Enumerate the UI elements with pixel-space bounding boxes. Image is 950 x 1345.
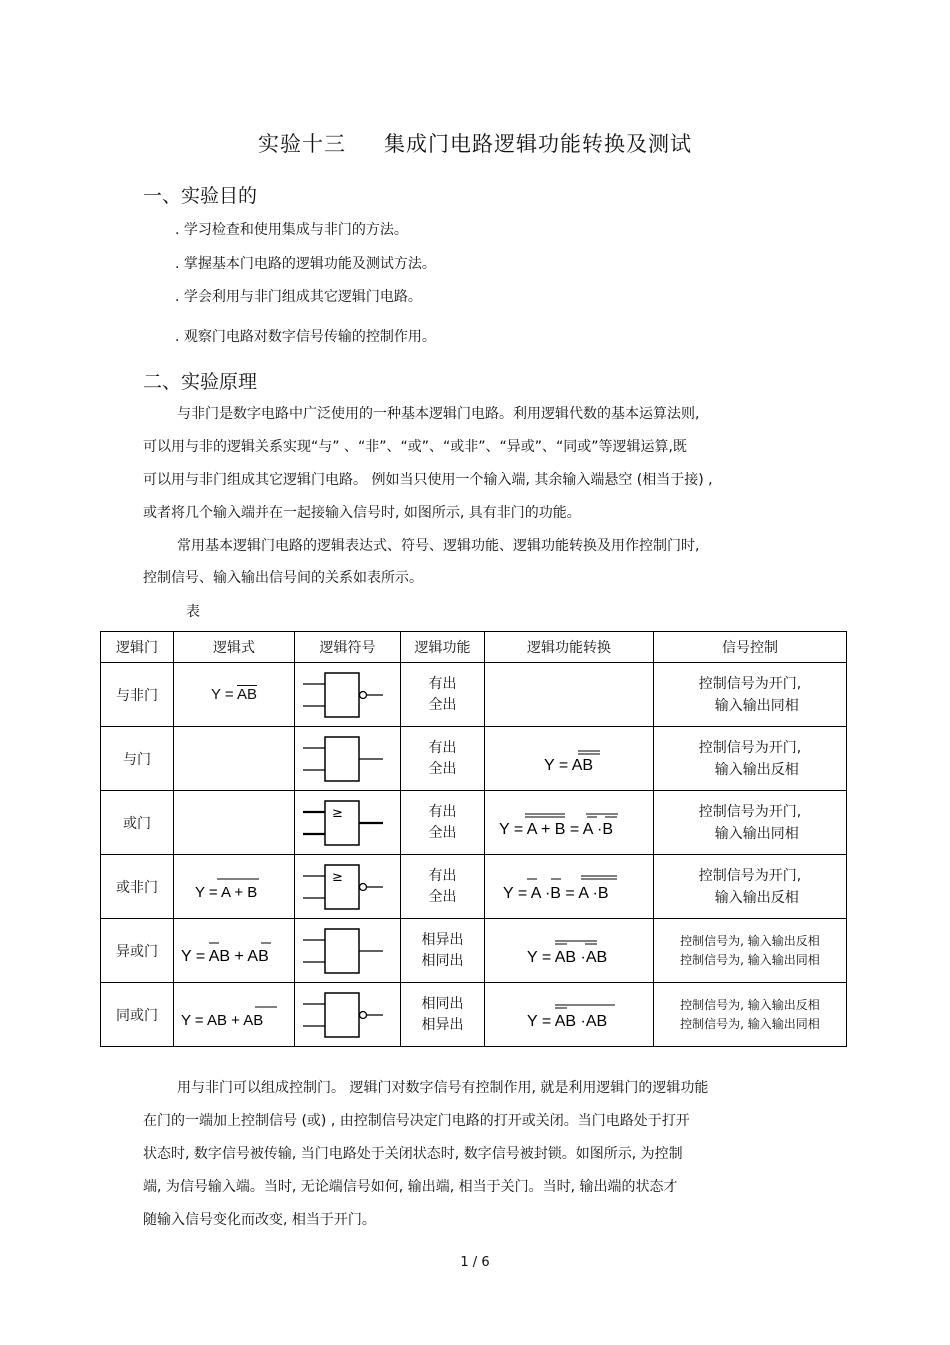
and-gate-icon bbox=[295, 727, 401, 791]
logic-expression: $Y = \overline{AB}$ bbox=[174, 663, 295, 727]
conversion-formula: Y = AB ·AB bbox=[527, 1012, 608, 1030]
table-row bbox=[101, 663, 847, 727]
logic-function: 有出 全出 bbox=[401, 855, 485, 919]
list-item: . 学会利用与非门组成其它逻辑门电路。 bbox=[175, 289, 422, 305]
paragraph-line: 常用基本逻辑门电路的逻辑表达式、符号、逻辑功能、逻辑功能转换及用作控制门时, bbox=[177, 538, 700, 554]
gate-name: 与门 bbox=[101, 727, 174, 791]
conversion-formula: Y = AB bbox=[544, 756, 594, 774]
logic-function: 有出 全出 bbox=[401, 791, 485, 855]
or-gate-icon bbox=[295, 791, 401, 855]
column-header: 逻辑符号 bbox=[295, 632, 401, 663]
logic-expression bbox=[174, 919, 295, 983]
logic-conversion bbox=[485, 983, 654, 1047]
signal-control: 控制信号为开门, 输入输出同相 bbox=[654, 791, 847, 855]
paragraph-line: 端, 为信号输入端。当时, 无论端信号如何, 输出端, 相当于关门。当时, 输出端的状态才 bbox=[143, 1179, 678, 1195]
page-number: 1 / 6 bbox=[460, 1255, 490, 1270]
paragraph-line: 控制信号、输入输出信号间的关系如表所示。 bbox=[143, 570, 423, 586]
list-item: . 学习检查和使用集成与非门的方法。 bbox=[175, 222, 408, 238]
paragraph-line: 状态时, 数字信号被传输, 当门电路处于关闭状态时, 数字信号被封锁。如图所示, 为控制 bbox=[143, 1146, 683, 1162]
logic-conversion bbox=[485, 855, 654, 919]
table-row bbox=[101, 919, 847, 983]
logic-gate-table bbox=[100, 631, 847, 1047]
column-header: 逻辑功能转换 bbox=[485, 632, 654, 663]
paragraph-line: 与非门是数字电路中广泛使用的一种基本逻辑门电路。利用逻辑代数的基本运算法则, bbox=[177, 406, 700, 422]
xnor-gate-icon bbox=[295, 983, 401, 1047]
paragraph-line: 随输入信号变化而改变, 相当于开门。 bbox=[143, 1212, 376, 1228]
table-row bbox=[101, 727, 847, 791]
list-item: . 掌握基本门电路的逻辑功能及测试方法。 bbox=[175, 256, 436, 272]
expression-formula: Y = AB + AB bbox=[180, 1011, 263, 1029]
gate-name: 或门 bbox=[101, 791, 174, 855]
page-title: 实验十三 集成门电路逻辑功能转换及测试 bbox=[258, 132, 692, 156]
logic-conversion bbox=[485, 663, 654, 727]
section-heading-principle: 二、实验原理 bbox=[143, 371, 258, 393]
table-row bbox=[101, 855, 847, 919]
signal-control: 控制信号为开门, 输入输出反相 bbox=[654, 727, 847, 791]
logic-expression bbox=[174, 855, 295, 919]
expression-formula: Y = AB + AB bbox=[180, 947, 269, 965]
logic-expression bbox=[174, 727, 295, 791]
gate-name: 或非门 bbox=[101, 855, 174, 919]
nand-gate-icon bbox=[295, 663, 401, 727]
table-header-row bbox=[101, 632, 847, 663]
gate-name: 异或门 bbox=[101, 919, 174, 983]
column-header: 逻辑门 bbox=[101, 632, 174, 663]
list-item: . 观察门电路对数字信号传输的控制作用。 bbox=[175, 329, 436, 345]
logic-conversion bbox=[485, 919, 654, 983]
conversion-formula: Y = A + B = A ·B bbox=[499, 820, 614, 838]
logic-expression bbox=[174, 791, 295, 855]
table-row bbox=[101, 983, 847, 1047]
section-heading-purpose: 一、实验目的 bbox=[143, 185, 258, 207]
table-caption: 表 bbox=[186, 604, 200, 620]
paragraph-line: 用与非门可以组成控制门。 逻辑门对数字信号有控制作用, 就是利用逻辑门的逻辑功能 bbox=[177, 1080, 709, 1096]
logic-function: 有出 全出 bbox=[401, 727, 485, 791]
column-header: 信号控制 bbox=[654, 632, 847, 663]
signal-control: 控制信号为开门, 输入输出反相 bbox=[654, 855, 847, 919]
gate-name: 与非门 bbox=[101, 663, 174, 727]
expression-formula: Y = A + B bbox=[195, 883, 258, 901]
signal-control: 控制信号为, 输入输出反相 控制信号为, 输入输出同相 bbox=[654, 983, 847, 1047]
signal-control: 控制信号为, 输入输出反相 控制信号为, 输入输出同相 bbox=[654, 919, 847, 983]
paragraph-line: 可以用与非门组成其它逻辑门电路。 例如当只使用一个输入端, 其余输入端悬空 (相当于接) , bbox=[143, 472, 713, 488]
conversion-formula: Y = AB ·AB bbox=[527, 948, 608, 966]
paragraph-line: 可以用与非的逻辑关系实现“与” 、“非”、“或”、“或非”、“异或”、“同或”等逻辑运算,既 bbox=[143, 439, 687, 455]
conversion-formula: Y = A ·B = A ·B bbox=[503, 884, 609, 902]
table-row bbox=[101, 791, 847, 855]
column-header: 逻辑式 bbox=[174, 632, 295, 663]
gate-name: 同或门 bbox=[101, 983, 174, 1047]
logic-conversion bbox=[485, 791, 654, 855]
xor-gate-icon bbox=[295, 919, 401, 983]
signal-control: 控制信号为开门, 输入输出同相 bbox=[654, 663, 847, 727]
logic-conversion bbox=[485, 727, 654, 791]
logic-expression bbox=[174, 983, 295, 1047]
logic-function: 相同出 相异出 bbox=[401, 983, 485, 1047]
or-mark: ≥ bbox=[331, 805, 343, 821]
column-header: 逻辑功能 bbox=[401, 632, 485, 663]
paragraph-line: 在门的一端加上控制信号 (或) , 由控制信号决定门电路的打开或关闭。当门电路处于打开 bbox=[143, 1113, 690, 1129]
nor-gate-icon bbox=[295, 855, 401, 919]
or-mark: ≥ bbox=[331, 869, 343, 885]
logic-function: 相异出 相同出 bbox=[401, 919, 485, 983]
paragraph-line: 或者将几个输入端并在一起接输入信号时, 如图所示, 具有非门的功能。 bbox=[143, 505, 581, 521]
logic-function: 有出 全出 bbox=[401, 663, 485, 727]
